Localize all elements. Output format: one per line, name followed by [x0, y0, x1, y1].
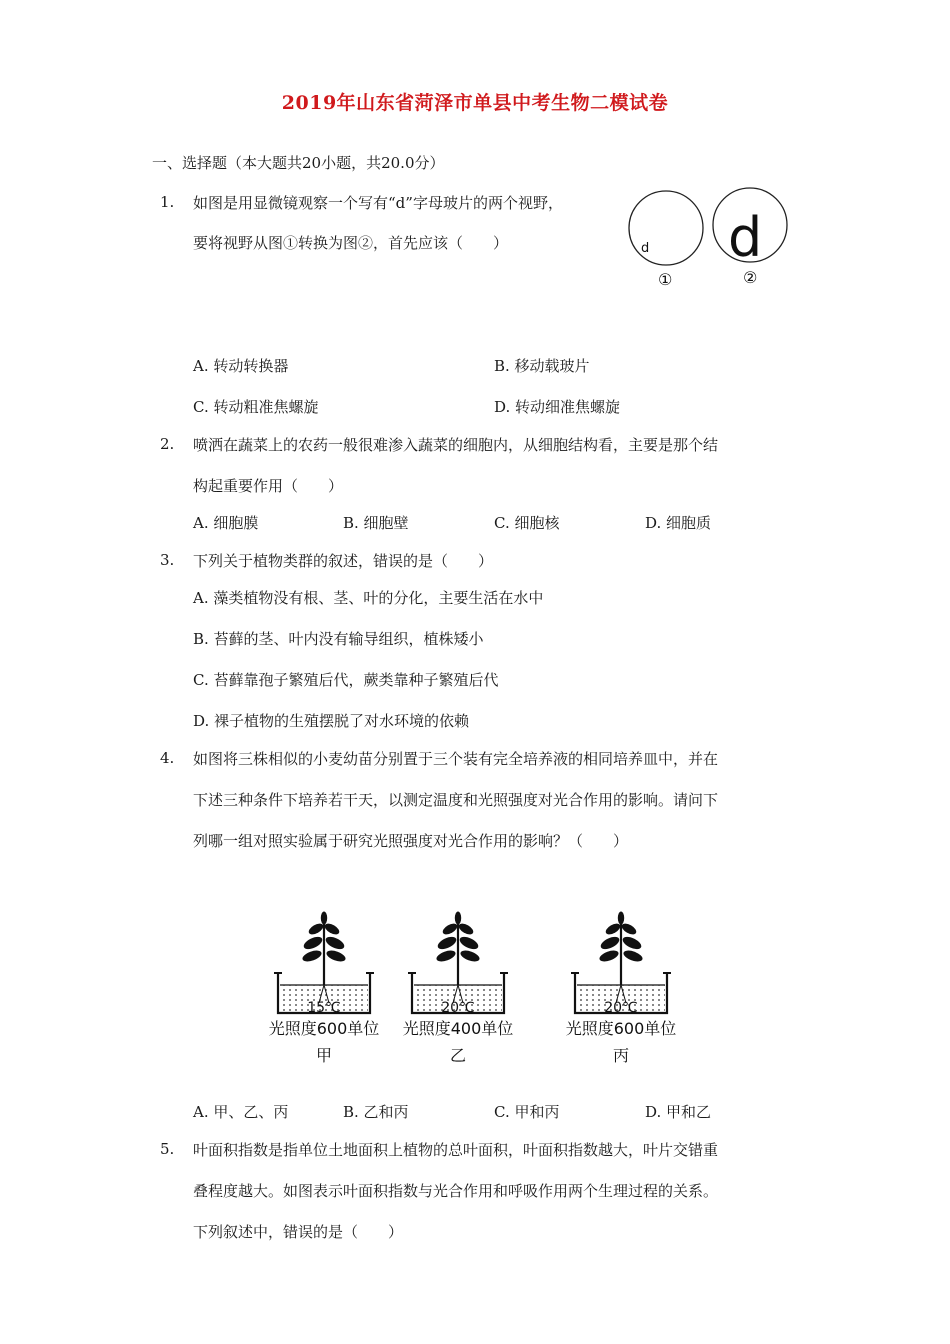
setup-jia-light: 光照度600单位 [268, 1019, 380, 1038]
option-d[interactable]: D. 转动细准焦螺旋 [494, 398, 621, 416]
setup-jia-name: 甲 [315, 1046, 333, 1065]
option-c[interactable]: C. 细胞核 [494, 514, 560, 532]
option-c[interactable]: C. 甲和丙 [494, 1103, 560, 1121]
question-number: 5. [160, 1140, 175, 1158]
setup-jia-temp: 15℃ [307, 1000, 341, 1016]
option-a[interactable]: A. 藻类植物没有根、茎、叶的分化，主要生活在水中 [193, 589, 544, 607]
question-text-line: 列哪一组对照实验属于研究光照强度对光合作用的影响？（ ） [193, 832, 629, 850]
question-text-line: 如图将三株相似的小麦幼苗分别置于三个装有完全培养液的相同培养皿中，并在 [193, 750, 719, 768]
question-number: 3. [160, 551, 175, 569]
option-a[interactable]: A. 转动转换器 [193, 357, 289, 375]
question-text-line: 下述三种条件下培养若干天，以测定温度和光照强度对光合作用的影响。请问下 [193, 791, 719, 809]
question-number: 1. [160, 193, 175, 211]
question-text-line: 构起重要作用（ ） [193, 477, 344, 495]
setup-bing-dish [571, 912, 671, 1014]
question-text-line: 喷洒在蔬菜上的农药一般很难渗入蔬菜的细胞内，从细胞结构看，主要是那个结 [193, 436, 719, 454]
setup-yi-light: 光照度400单位 [402, 1019, 514, 1038]
option-c[interactable]: C. 转动粗准焦螺旋 [193, 398, 319, 416]
option-b[interactable]: B. 细胞壁 [343, 514, 409, 532]
question-text-line: 要将视野从图①转换为图②，首先应该（ ） [193, 234, 509, 252]
option-a[interactable]: A. 细胞膜 [193, 514, 259, 532]
question-number: 2. [160, 435, 175, 453]
view-1-label: ① [658, 270, 673, 289]
question-text-line: 叠程度越大。如图表示叶面积指数与光合作用和呼吸作用两个生理过程的关系。 [193, 1182, 719, 1200]
section-heading: 一、选择题（本大题共20小题，共20.0分） [152, 154, 445, 172]
view-1-letter: d [641, 241, 650, 256]
page-title: 2019年山东省菏泽市单县中考生物二模试卷 [281, 92, 669, 114]
option-d[interactable]: D. 细胞质 [645, 514, 712, 532]
wheat-seedling-experiment-figure [260, 905, 700, 1075]
option-a[interactable]: A. 甲、乙、丙 [193, 1103, 289, 1121]
option-b[interactable]: B. 乙和丙 [343, 1103, 409, 1121]
option-b[interactable]: B. 移动载玻片 [494, 357, 590, 375]
option-c[interactable]: C. 苔藓靠孢子繁殖后代，蕨类靠种子繁殖后代 [193, 671, 499, 689]
question-text-line: 如图是用显微镜观察一个写有“d”字母玻片的两个视野， [193, 194, 563, 212]
question-text-line: 下列关于植物类群的叙述，错误的是（ ） [193, 552, 494, 570]
setup-bing-light: 光照度600单位 [565, 1019, 677, 1038]
question-text-line: 叶面积指数是指单位土地面积上植物的总叶面积，叶面积指数越大，叶片交错重 [193, 1141, 719, 1159]
option-b[interactable]: B. 苔藓的茎、叶内没有输导组织，植株矮小 [193, 630, 484, 648]
question-number: 4. [160, 749, 175, 767]
setup-yi-name: 乙 [449, 1046, 467, 1065]
setup-jia-dish [274, 912, 374, 1014]
view-2-letter: d [728, 206, 763, 269]
view-2-label: ② [743, 268, 758, 287]
setup-yi-dish [408, 912, 508, 1014]
setup-yi-temp: 20℃ [441, 1000, 475, 1016]
option-d[interactable]: D. 甲和乙 [645, 1103, 712, 1121]
microscope-view-figure [620, 186, 800, 292]
option-d[interactable]: D. 裸子植物的生殖摆脱了对水环境的依赖 [193, 712, 470, 730]
question-text-line: 下列叙述中，错误的是（ ） [193, 1223, 404, 1241]
setup-bing-temp: 20℃ [604, 1000, 638, 1016]
setup-bing-name: 丙 [612, 1046, 630, 1065]
